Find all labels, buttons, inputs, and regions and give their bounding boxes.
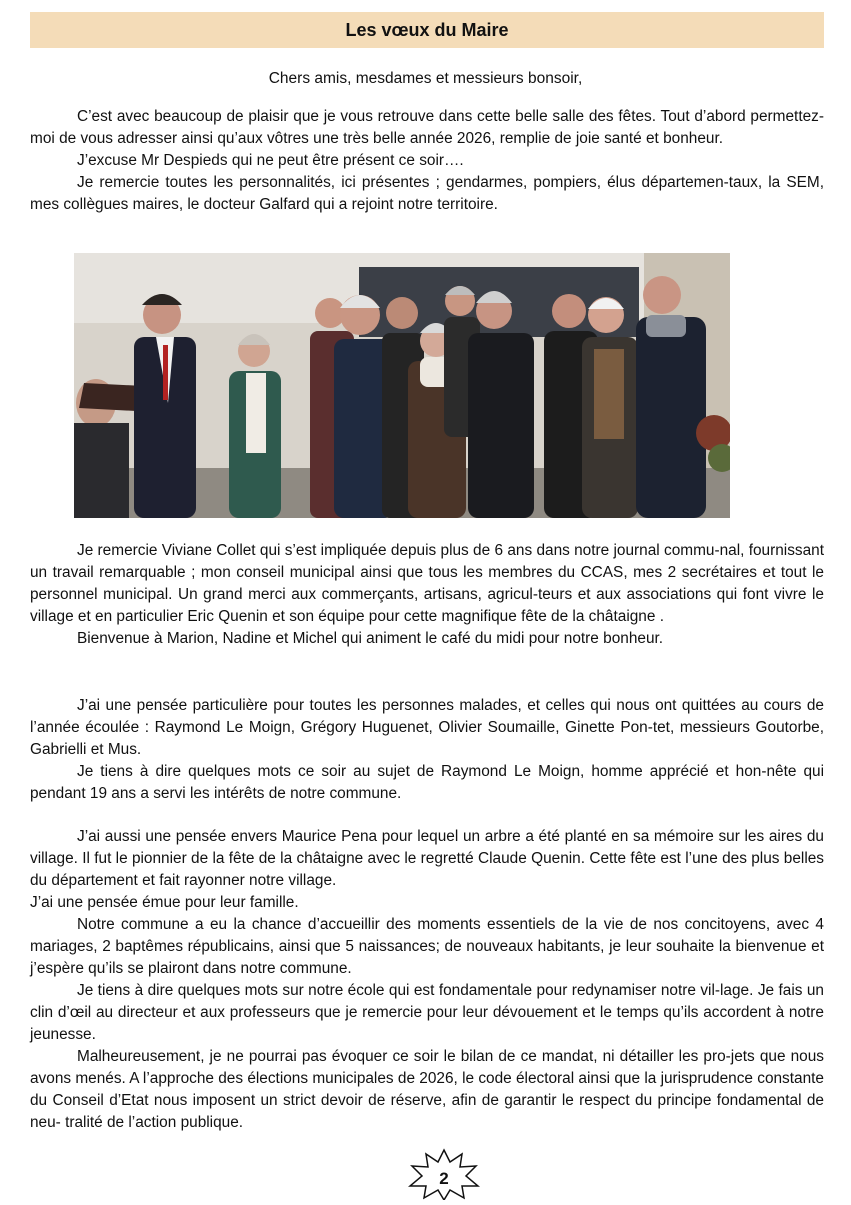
page-number-badge	[408, 1148, 488, 1200]
paragraph: Je remercie toutes les personnalités, ici présentes ; gendarmes, pompiers, élus départemen-taux, la SEM, mes collègues maires, le docteur Galfard qui a rejoint notre territoire.	[30, 174, 824, 213]
paragraph: J’excuse Mr Despieds qui ne peut être présent ce soir….	[77, 152, 464, 169]
tribute-section	[30, 695, 824, 805]
ceremony-photo	[74, 253, 730, 518]
thanks-section	[30, 540, 824, 650]
page-title: Les vœux du Maire	[345, 19, 509, 40]
paragraph: C’est avec beaucoup de plaisir que je vous retrouve dans cette belle salle des fêtes. Tout d’abord permettez-moi de vous adresser ainsi qu’aux vôtres une très belle année 2026, remplie de joie santé et bonheur.	[30, 108, 824, 147]
paragraph: Notre commune a eu la chance d’accueillir des moments essentiels de la vie de nos concitoyens, avec 4 mariages, 2 baptêmes républicains, ainsi que 5 naissances; de nouveaux habitants, je leur souhaite la bienvenue et j’espère qu’ils se plairont dans notre commune.	[30, 916, 824, 977]
paragraph: Malheureusement, je ne pourrai pas évoquer ce soir le bilan de ce mandat, ni détailler les pro-jets que nous avons menés. A l’approche des élections municipales de 2026, le code électoral ainsi que la jurisprudence constante du Conseil d’Etat nous imposent un strict devoir de réserve, afin de garantir le respect du principe fondamental de neu- tralité de l’action publique.	[30, 1048, 824, 1131]
intro-section	[30, 106, 824, 216]
paragraph: J’ai aussi une pensée envers Maurice Pena pour lequel un arbre a été planté en sa mémoire sur les aires du village. Il fut le pionnier de la fête de la châtaigne avec le regretté Claude Quenin. Cette fête est l’une des plus belles du département et fait rayonner notre village.	[30, 828, 824, 889]
title-banner	[30, 12, 824, 48]
paragraph: Je tiens à dire quelques mots sur notre école qui est fondamentale pour redynamiser notre vil-lage. Je fais un clin d’œil au directeur et aux professeurs que je remercie pour leur dévouement et le temps qu’ils accordent à notre jeunesse.	[30, 982, 824, 1043]
paragraph: J’ai une pensée particulière pour toutes les personnes malades, et celles qui nous ont quittées au cours de l’année écoulée : Raymond Le Moign, Grégory Huguenet, Olivier Soumaille, Ginette Pon-tet, messieurs Goutorbe, Gabrielli et Mus.	[30, 697, 824, 758]
group-photo-illustration	[74, 253, 730, 518]
greeting-line: Chers amis, mesdames et messieurs bonsoir,	[268, 70, 583, 87]
paragraph: Bienvenue à Marion, Nadine et Michel qui animent le café du midi pour notre bonheur.	[77, 630, 664, 647]
page-number: 2	[439, 1169, 449, 1188]
paragraph: J’ai une pensée émue pour leur famille.	[30, 894, 299, 911]
paragraph: Je remercie Viviane Collet qui s’est impliquée depuis plus de 6 ans dans notre journal commu-nal, fournissant un travail remarquable ; mon conseil municipal ainsi que tous les membres du CCAS, mes 2 secrétaires et tout le personnel municipal. Un grand merci aux commerçants, artisans, agricul-teurs et aux associations qui font vivre le village et en particulier Eric Quenin et son équipe pour cette magnifique fête de la châtaigne .	[30, 542, 824, 625]
paragraph: Je tiens à dire quelques mots ce soir au sujet de Raymond Le Moign, homme apprécié et hon-nête qui pendant 19 ans a servi les intérêts de notre commune.	[30, 763, 824, 802]
community-section	[30, 826, 824, 1134]
